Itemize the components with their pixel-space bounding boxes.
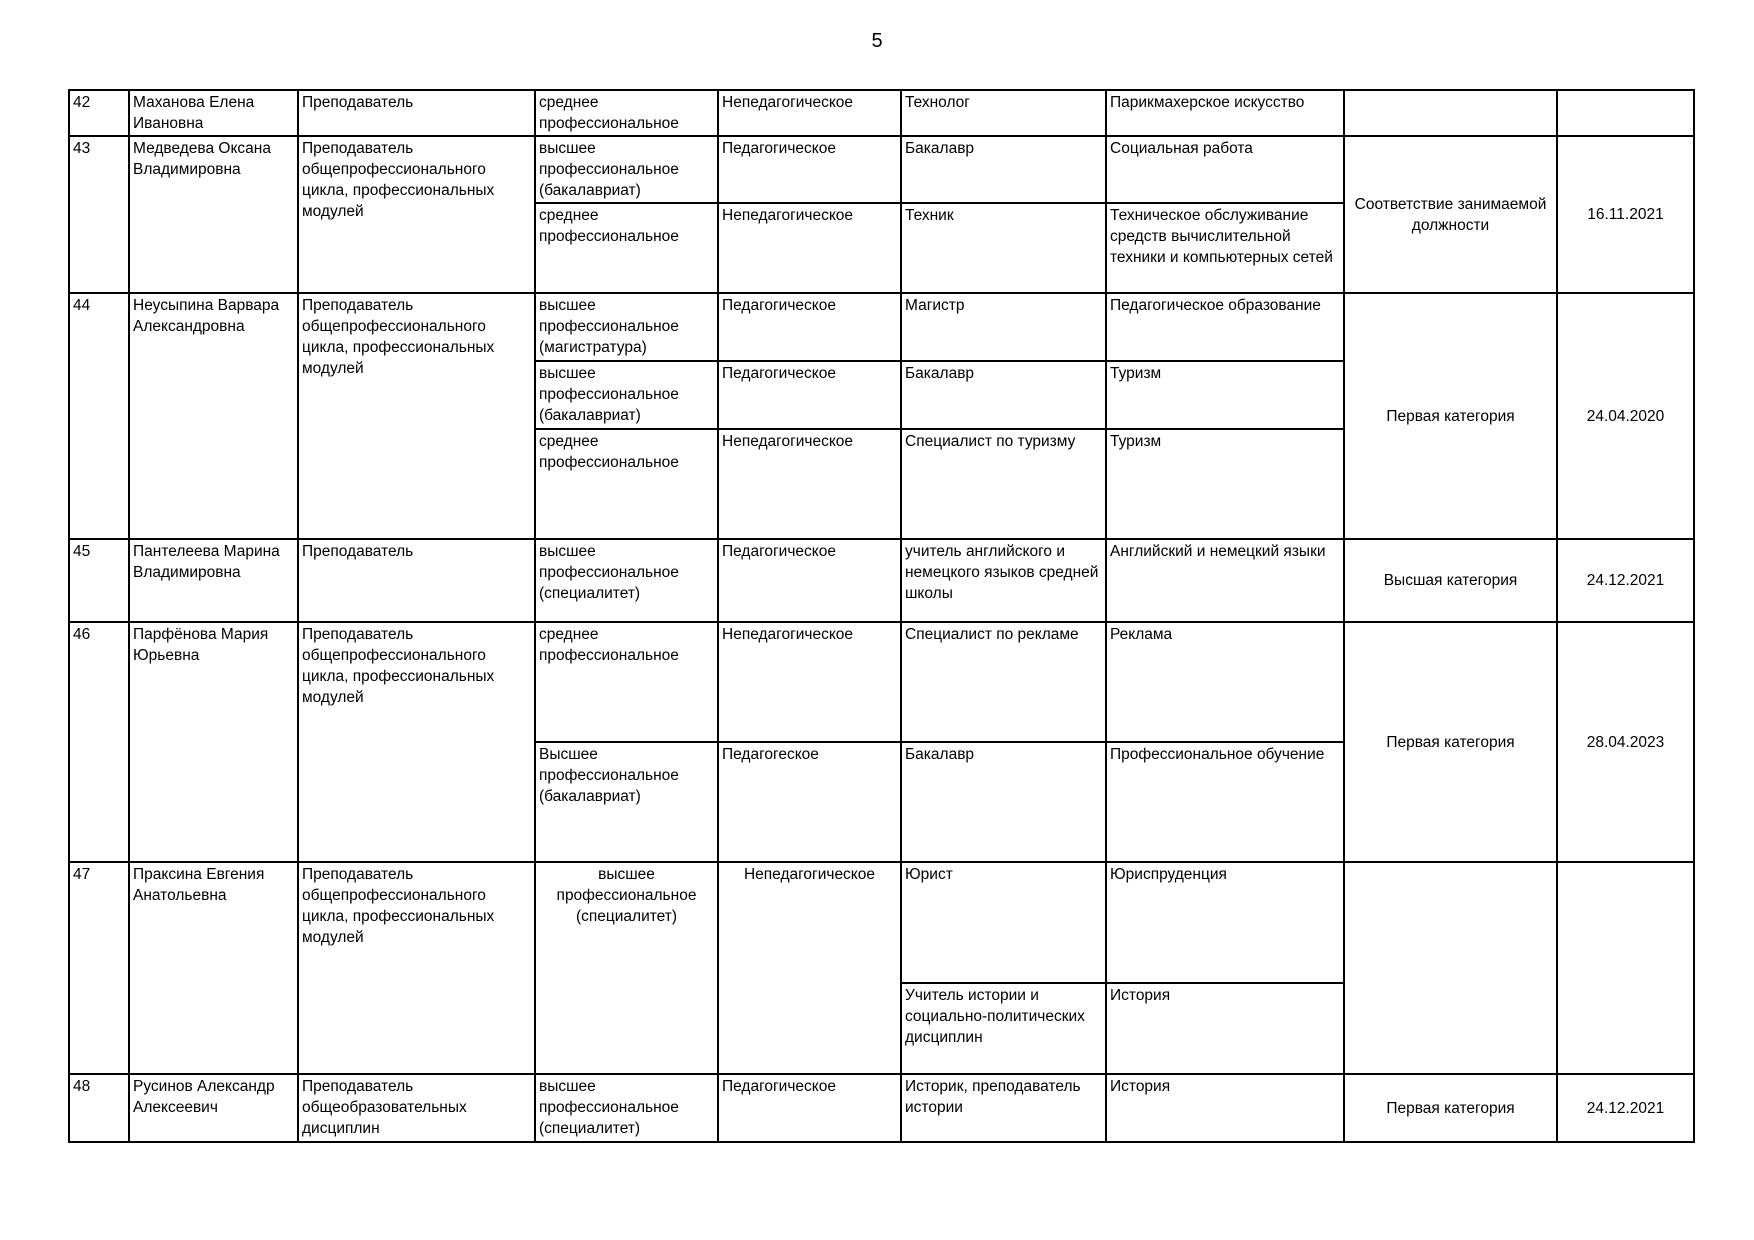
specialty: Педагогическое образование [1106, 293, 1344, 361]
education-profile: Непедагогическое [718, 862, 901, 1074]
qualification: Технолог [901, 90, 1106, 136]
position: Преподаватель [298, 539, 535, 622]
education-level: высшее профессиональное (бакалавриат) [535, 361, 718, 429]
employee-name: Праксина Евгения Анатольевна [129, 862, 298, 1074]
staff-table [68, 89, 1695, 1143]
row-number: 46 [69, 622, 129, 862]
qualification: Специалист по туризму [901, 429, 1106, 539]
specialty: Туризм [1106, 361, 1344, 429]
specialty: Профессиональное обучение [1106, 742, 1344, 862]
education-profile: Педагогическое [718, 136, 901, 203]
row-number: 48 [69, 1074, 129, 1142]
category: Первая категория [1344, 1074, 1557, 1142]
education-profile: Непедагогическое [718, 622, 901, 742]
qualification: Техник [901, 203, 1106, 293]
specialty: Английский и немецкий языки [1106, 539, 1344, 622]
attestation-date: 24.04.2020 [1557, 293, 1694, 539]
category: Соответствие занимаемой должности [1344, 136, 1557, 293]
specialty: История [1106, 1074, 1344, 1142]
qualification: Историк, преподаватель истории [901, 1074, 1106, 1142]
specialty: Юриспруденция [1106, 862, 1344, 983]
position: Преподаватель общепрофессионального цикла, профессиональных модулей [298, 293, 535, 539]
attestation-date: 24.12.2021 [1557, 539, 1694, 622]
row-number: 42 [69, 90, 129, 136]
education-profile: Непедагогическое [718, 203, 901, 293]
table-row [69, 862, 1694, 983]
specialty: Социальная работа [1106, 136, 1344, 203]
education-profile: Педагогическое [718, 539, 901, 622]
row-number: 44 [69, 293, 129, 539]
position: Преподаватель общепрофессионального цикла, профессиональных модулей [298, 622, 535, 862]
table-row [69, 90, 1694, 136]
row-number: 43 [69, 136, 129, 293]
qualification: Бакалавр [901, 136, 1106, 203]
education-level: Высшее профессиональное (бакалавриат) [535, 742, 718, 862]
education-level: среднее профессиональное [535, 203, 718, 293]
specialty: Техническое обслуживание средств вычислительной техники и компьютерных сетей [1106, 203, 1344, 293]
education-level: высшее профессиональное (специалитет) [535, 539, 718, 622]
employee-name: Маханова Елена Ивановна [129, 90, 298, 136]
position: Преподаватель общеобразовательных дисциплин [298, 1074, 535, 1142]
category: Высшая категория [1344, 539, 1557, 622]
employee-name: Неусыпина Варвара Александровна [129, 293, 298, 539]
category [1344, 90, 1557, 136]
category: Первая категория [1344, 622, 1557, 862]
qualification: Юрист [901, 862, 1106, 983]
education-level: высшее профессиональное (магистратура) [535, 293, 718, 361]
specialty: Реклама [1106, 622, 1344, 742]
education-profile: Непедагогическое [718, 429, 901, 539]
attestation-date: 16.11.2021 [1557, 136, 1694, 293]
table-row [69, 622, 1694, 742]
education-profile: Педагогическое [718, 293, 901, 361]
employee-name: Пантелеева Марина Владимировна [129, 539, 298, 622]
qualification: Специалист по рекламе [901, 622, 1106, 742]
specialty: Туризм [1106, 429, 1344, 539]
table-row [69, 1074, 1694, 1142]
education-level: среднее профессиональное [535, 429, 718, 539]
page-number: 5 [871, 30, 883, 52]
position: Преподаватель [298, 90, 535, 136]
category: Первая категория [1344, 293, 1557, 539]
row-number: 47 [69, 862, 129, 1074]
qualification: Бакалавр [901, 742, 1106, 862]
attestation-date: 24.12.2021 [1557, 1074, 1694, 1142]
attestation-date [1557, 862, 1694, 1074]
table-row [69, 539, 1694, 622]
education-level: высшее профессиональное (бакалавриат) [535, 136, 718, 203]
employee-name: Медведева Оксана Владимировна [129, 136, 298, 293]
attestation-date [1557, 90, 1694, 136]
education-level: высшее профессиональное (специалитет) [535, 862, 718, 1074]
qualification: учитель английского и немецкого языков средней школы [901, 539, 1106, 622]
education-profile: Педагогическое [718, 1074, 901, 1142]
education-level: высшее профессиональное (специалитет) [535, 1074, 718, 1142]
position: Преподаватель общепрофессионального цикла, профессиональных модулей [298, 136, 535, 293]
education-profile: Педагогеское [718, 742, 901, 862]
employee-name: Парфёнова Мария Юрьевна [129, 622, 298, 862]
specialty: История [1106, 983, 1344, 1074]
category [1344, 862, 1557, 1074]
employee-name: Русинов Александр Алексеевич [129, 1074, 298, 1142]
table-row [69, 293, 1694, 361]
table-row [69, 136, 1694, 203]
education-level: среднее профессиональное [535, 90, 718, 136]
qualification: Бакалавр [901, 361, 1106, 429]
qualification: Учитель истории и социально-политических дисциплин [901, 983, 1106, 1074]
education-level: среднее профессиональное [535, 622, 718, 742]
position: Преподаватель общепрофессионального цикла, профессиональных модулей [298, 862, 535, 1074]
specialty: Парикмахерское искусство [1106, 90, 1344, 136]
education-profile: Непедагогическое [718, 90, 901, 136]
qualification: Магистр [901, 293, 1106, 361]
education-profile: Педагогическое [718, 361, 901, 429]
attestation-date: 28.04.2023 [1557, 622, 1694, 862]
row-number: 45 [69, 539, 129, 622]
